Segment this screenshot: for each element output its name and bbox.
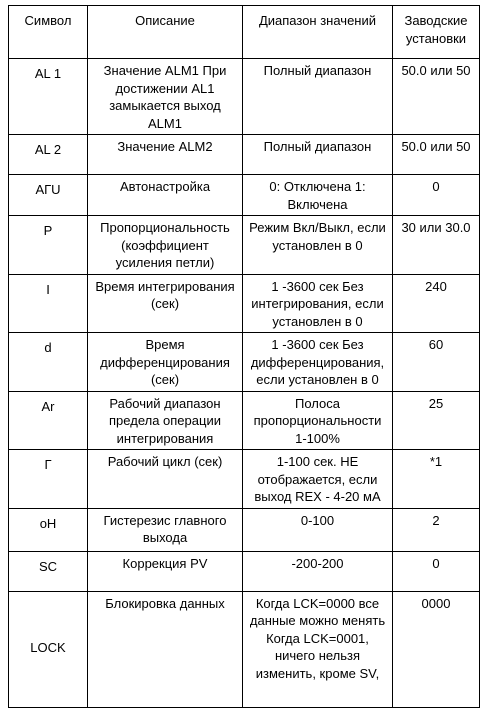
row-description: Автонастройка: [88, 175, 243, 216]
row-symbol: oH: [9, 508, 88, 551]
row-range: 0: Отключена 1: Включена: [243, 175, 393, 216]
row-symbol: P: [9, 216, 88, 275]
row-range: Полоса пропорциональности 1-100%: [243, 391, 393, 450]
table-row: [9, 175, 480, 216]
row-symbol: AГU: [9, 175, 88, 216]
row-range: Когда LCK=0000 все данные можно менять Когда LCK=0001, ничего нельзя изменить, кроме SV,: [243, 591, 393, 707]
row-range: Полный диапазон: [243, 135, 393, 175]
row-symbol: I: [9, 274, 88, 333]
row-range: 1 -3600 сек Без интегрирования, если установлен в 0: [243, 274, 393, 333]
row-description: Пропорциональность (коэффициент усиления петли): [88, 216, 243, 275]
row-default: 0000: [393, 591, 480, 707]
row-description: Гистерезис главного выхода: [88, 508, 243, 551]
row-default: 60: [393, 333, 480, 392]
row-range: 1 -3600 сек Без дифференцирования, если установлен в 0: [243, 333, 393, 392]
row-range: Полный диапазон: [243, 59, 393, 135]
row-description: Рабочий цикл (сек): [88, 450, 243, 509]
row-default: 50.0 или 50: [393, 135, 480, 175]
row-range: -200-200: [243, 551, 393, 591]
row-symbol: AL 1: [9, 59, 88, 135]
row-default: 30 или 30.0: [393, 216, 480, 275]
table-row: [9, 216, 480, 275]
row-default: 25: [393, 391, 480, 450]
row-symbol: Г: [9, 450, 88, 509]
row-symbol: LOCK: [9, 591, 88, 707]
row-description: Время дифференцирования (сек): [88, 333, 243, 392]
row-default: 240: [393, 274, 480, 333]
row-default: 0: [393, 551, 480, 591]
table-row: [9, 391, 480, 450]
table-row: [9, 508, 480, 551]
row-default: 50.0 или 50: [393, 59, 480, 135]
row-description: Значение ALM2: [88, 135, 243, 175]
parameter-table: [8, 5, 480, 708]
table-row: [9, 591, 480, 707]
row-symbol: AL 2: [9, 135, 88, 175]
row-default: *1: [393, 450, 480, 509]
header-symbol: Символ: [9, 6, 88, 59]
table-row: [9, 59, 480, 135]
row-description: Рабочий диапазон предела операции интегрирования: [88, 391, 243, 450]
row-description: Блокировка данных: [88, 591, 243, 707]
table-row: [9, 274, 480, 333]
row-default: 2: [393, 508, 480, 551]
header-description: Описание: [88, 6, 243, 59]
table-header-row: [9, 6, 480, 59]
row-range: Режим Вкл/Выкл, если установлен в 0: [243, 216, 393, 275]
header-default: Заводские установки: [393, 6, 480, 59]
row-description: Время интегрирования (сек): [88, 274, 243, 333]
row-range: 0-100: [243, 508, 393, 551]
row-symbol: d: [9, 333, 88, 392]
table-row: [9, 450, 480, 509]
table-row: [9, 551, 480, 591]
row-symbol: SC: [9, 551, 88, 591]
row-symbol: Ar: [9, 391, 88, 450]
header-range: Диапазон значений: [243, 6, 393, 59]
row-description: Коррекция PV: [88, 551, 243, 591]
row-description: Значение ALM1 При достижении AL1 замыкается выход ALM1: [88, 59, 243, 135]
row-default: 0: [393, 175, 480, 216]
row-range: 1-100 сек. НЕ отображается, если выход REX - 4-20 мА: [243, 450, 393, 509]
table-row: [9, 135, 480, 175]
table-row: [9, 333, 480, 392]
